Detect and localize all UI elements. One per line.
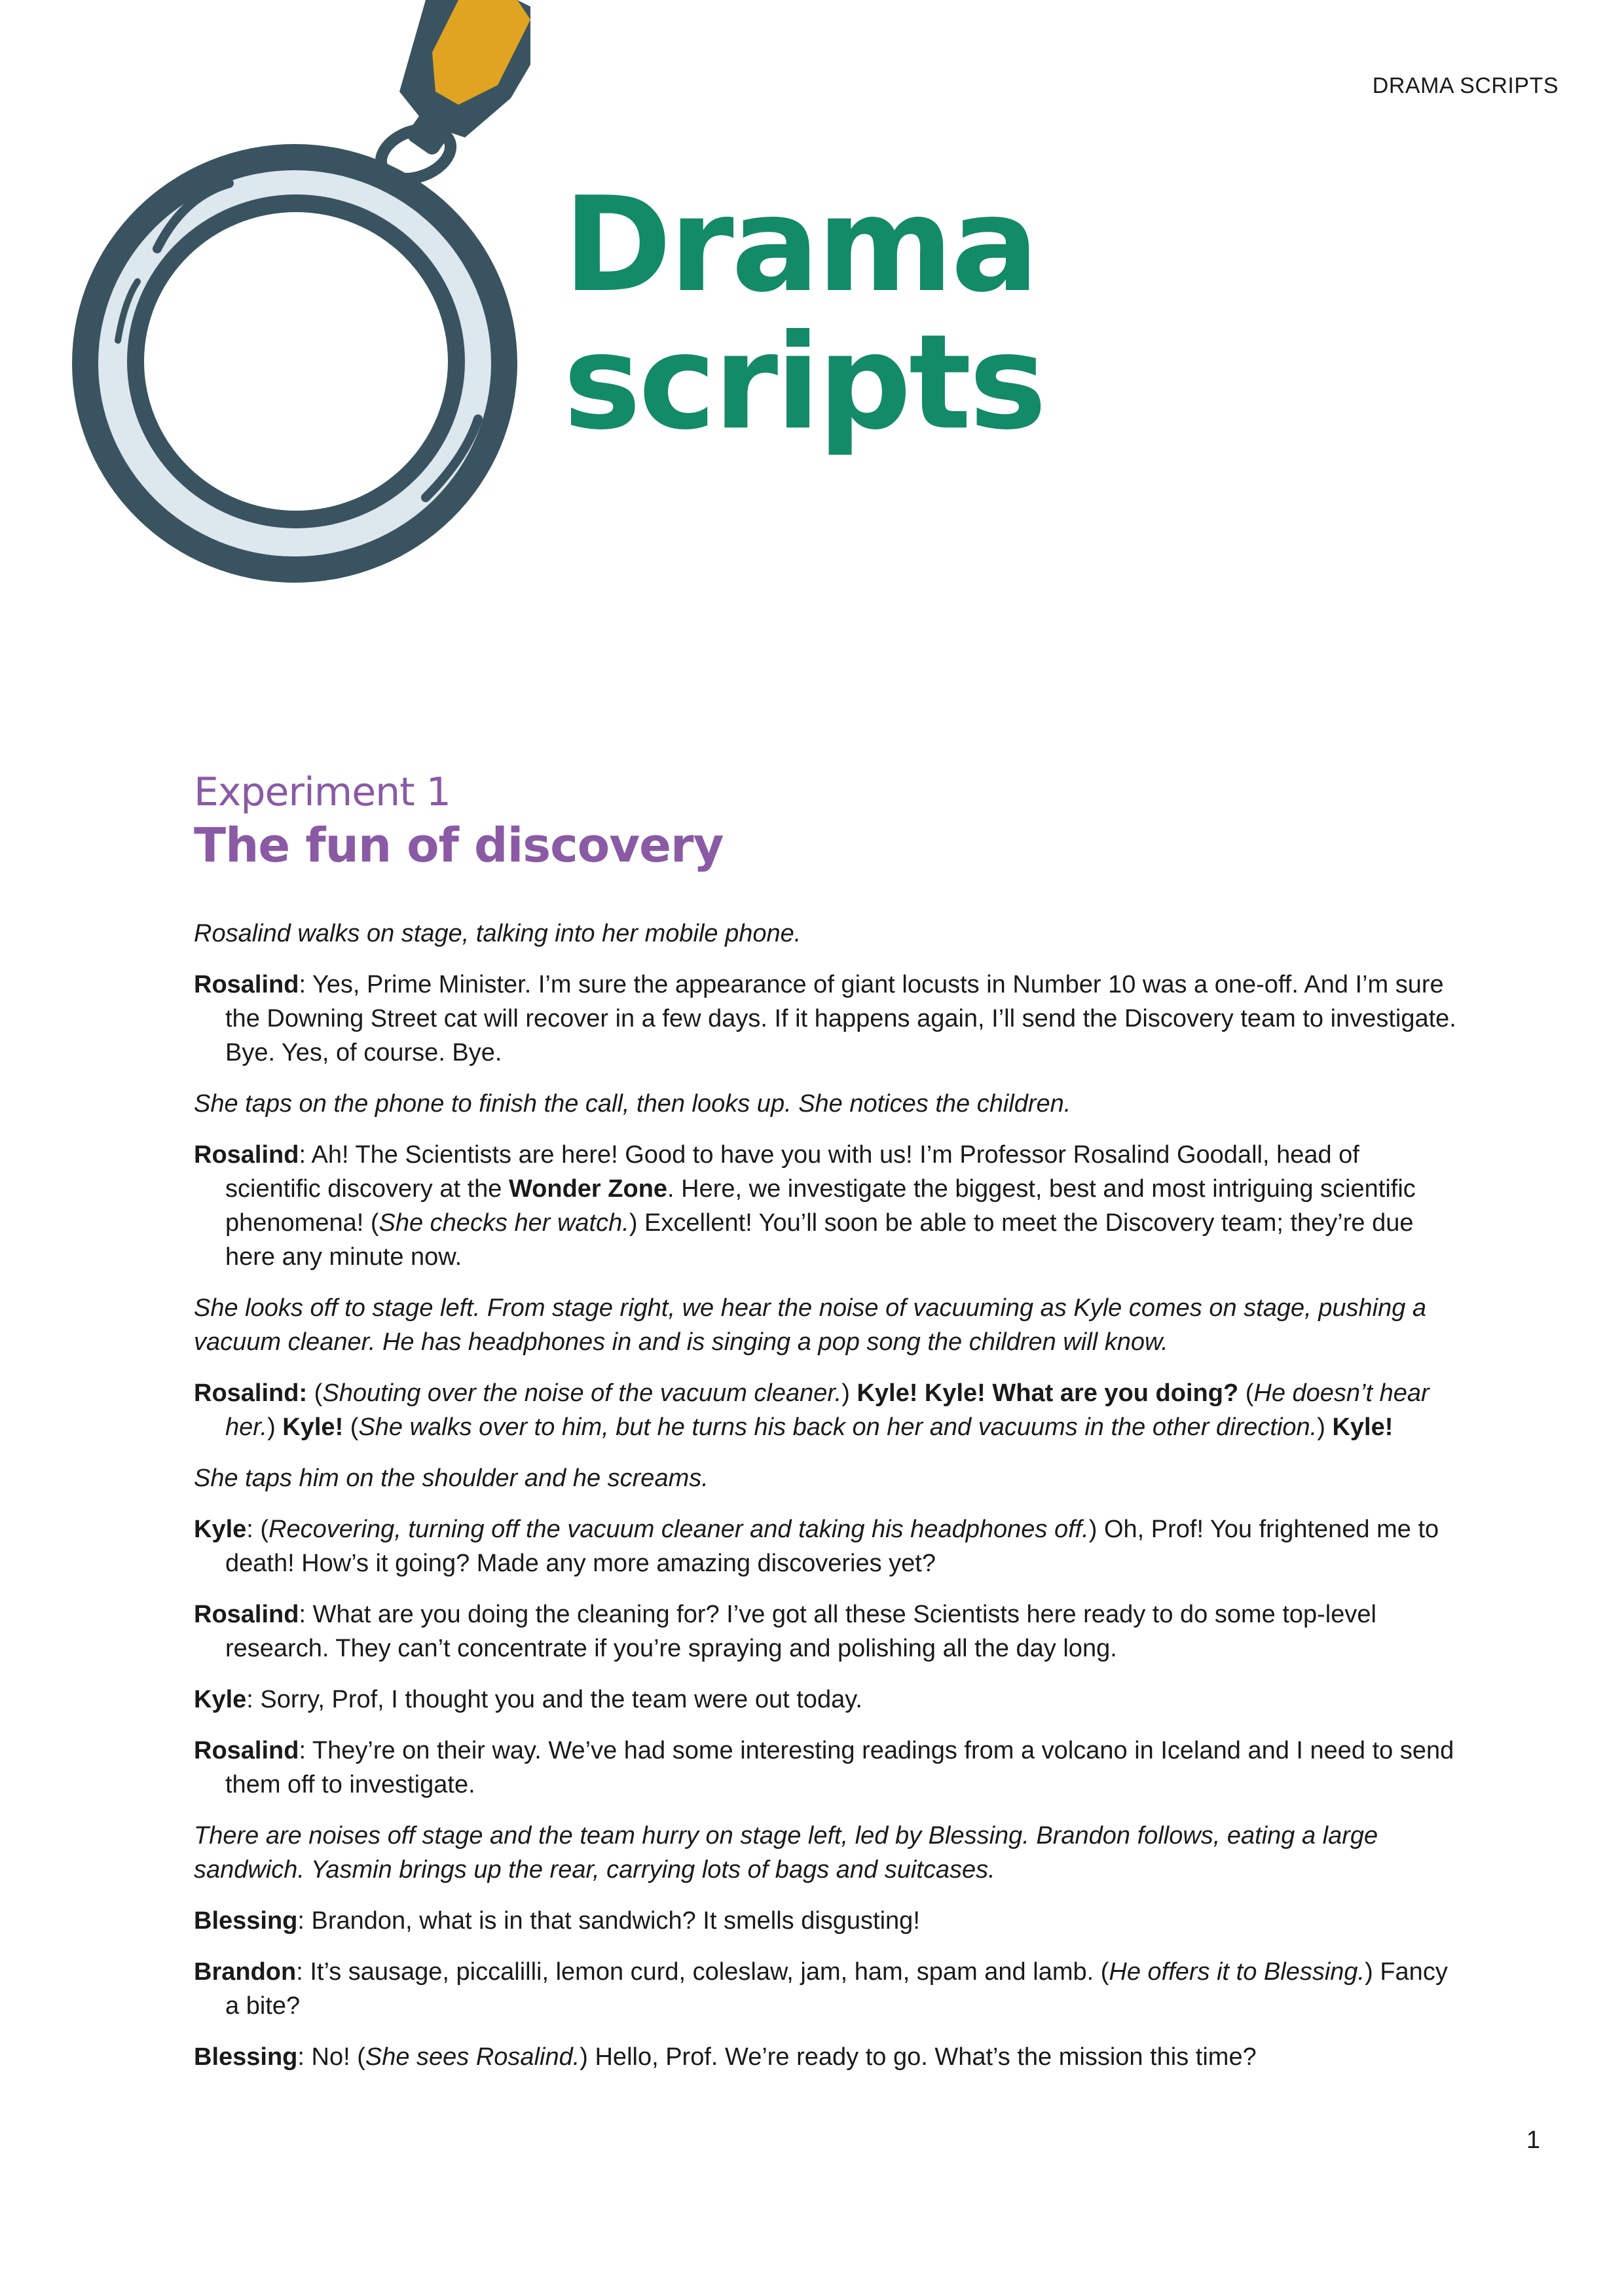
inline-direction: She walks over to him, but he turns his back on her and vacuums in the other direction. — [358, 1413, 1318, 1441]
dialogue-text: ( — [1238, 1379, 1254, 1407]
magnifying-glass-handle — [374, 0, 530, 188]
dialogue-text: : ( — [246, 1516, 269, 1543]
dialogue-text: : It’s sausage, piccalilli, lemon curd, coleslaw, jam, ham, spam and lamb. ( — [296, 1958, 1109, 1986]
dialogue-line — [194, 968, 1458, 1070]
dialogue-text: : Sorry, Prof, I thought you and the team were out today. — [246, 1686, 862, 1713]
inline-direction: She sees Rosalind. — [365, 2043, 580, 2071]
running-header: DRAMA SCRIPTS — [1372, 73, 1559, 98]
speaker-name: Rosalind — [194, 971, 299, 998]
speaker-name: Rosalind — [194, 1601, 299, 1628]
dialogue-line — [194, 1683, 1458, 1717]
dialogue-text: : Brandon, what is in that sandwich? It smells disgusting! — [297, 1907, 920, 1935]
dialogue-line — [194, 1138, 1458, 1274]
page-title-line-1: Drama — [563, 169, 1037, 321]
speaker-name: Blessing — [194, 1907, 298, 1935]
dialogue-text: : What are you doing the cleaning for? I’ve got all these Scientists here ready to do some top-level research. They can’t concentrate if you’re spraying and polishing all the day long. — [225, 1601, 1376, 1662]
dialogue-line — [194, 1597, 1458, 1666]
speaker-name: Rosalind — [194, 1141, 299, 1169]
section-heading — [194, 767, 723, 873]
inline-direction: Shouting over the noise of the vacuum cleaner. — [322, 1379, 842, 1407]
dialogue-emphasis: Wonder Zone — [508, 1175, 668, 1203]
inline-direction: He offers it to Blessing. — [1109, 1958, 1365, 1986]
magnifying-glass-lens — [72, 144, 517, 583]
stage-direction: There are noises off stage and the team hurry on stage left, led by Blessing. Brandon follows, eating a large sandwich. Yasmin brings up the rear, carrying lots of bags and suitcases. — [194, 1822, 1378, 1884]
section-subtitle: Experiment 1 — [194, 769, 451, 815]
dialogue-line — [194, 1955, 1458, 2023]
dialogue-text: : They’re on their way. We’ve had some interesting readings from a volcano in Iceland and I need to send them off to investigate. — [225, 1737, 1454, 1798]
stage-direction: She looks off to stage left. From stage right, we hear the noise of vacuuming as Kyle comes on stage, pushing a vacuum cleaner. He has headphones in and is singing a pop song the children will know. — [194, 1294, 1427, 1356]
section-title: The fun of discovery — [194, 818, 724, 873]
dialogue-line — [194, 1734, 1458, 1802]
dialogue-text: : Yes, Prime Minister. I’m sure the appearance of giant locusts in Number 10 was a one-off. And I’m sure the Downing Street cat will recover in a few days. If it happens again, I’ll send the Discovery team to investigate. Bye. Yes, of course. Bye. — [225, 971, 1456, 1066]
speaker-name: Brandon — [194, 1958, 297, 1986]
magnifying-glass-logo — [59, 0, 530, 609]
dialogue-line — [194, 2040, 1458, 2074]
inline-direction: Recovering, turning off the vacuum cleaner and taking his headphones off. — [268, 1516, 1089, 1543]
speaker-name: Kyle — [194, 1516, 247, 1543]
dialogue-text: ) Fancy a bite? — [225, 1958, 1448, 2020]
page-title — [563, 169, 1044, 459]
dialogue-text: ) Hello, Prof. We’re ready to go. What’s the mission this time? — [580, 2043, 1257, 2071]
dialogue-emphasis: Kyle! — [1332, 1413, 1393, 1441]
dialogue-text: ) — [1317, 1413, 1333, 1441]
dialogue-text: ) Excellent! You’ll soon be able to meet the Discovery team; they’re due here any minute now. — [225, 1209, 1414, 1271]
stage-direction: Rosalind walks on stage, talking into her mobile phone. — [194, 920, 802, 947]
page-title-line-2: scripts — [563, 306, 1044, 459]
dialogue-text: ) Oh, Prof! You frightened me to death! How’s it going? Made any more amazing discoveries yet? — [225, 1516, 1439, 1577]
dialogue-text: ) — [267, 1413, 283, 1441]
dialogue-text: ) — [841, 1379, 857, 1407]
speaker-name: Blessing — [194, 2043, 298, 2071]
dialogue-text: . Here, we investigate the biggest, best and most intriguing scientific phenomena! ( — [225, 1175, 1416, 1237]
speaker-name: Rosalind: — [194, 1379, 308, 1407]
script-body — [194, 917, 1458, 2091]
dialogue-emphasis: Kyle! Kyle! What are you doing? — [857, 1379, 1239, 1407]
stage-direction: She taps on the phone to finish the call, then looks up. She notices the children. — [194, 1090, 1071, 1118]
dialogue-text: : No! ( — [297, 2043, 365, 2071]
dialogue-emphasis: Kyle! — [282, 1413, 344, 1441]
speaker-name: Kyle — [194, 1686, 247, 1713]
dialogue-line — [194, 1904, 1458, 1938]
inline-direction: She checks her watch. — [378, 1209, 629, 1237]
dialogue-line — [194, 1376, 1458, 1444]
stage-direction: She taps him on the shoulder and he screams. — [194, 1465, 709, 1492]
dialogue-text: ( — [343, 1413, 359, 1441]
dialogue-text: ( — [307, 1379, 323, 1407]
inline-direction: He doesn’t hear her. — [225, 1379, 1430, 1441]
dialogue-text: : Ah! The Scientists are here! Good to have you with us! I’m Professor Rosalind Goodall, head of scientific discovery at the — [225, 1141, 1359, 1203]
speaker-name: Rosalind — [194, 1737, 299, 1764]
page-number: 1 — [1526, 2126, 1540, 2154]
dialogue-line — [194, 1512, 1458, 1580]
